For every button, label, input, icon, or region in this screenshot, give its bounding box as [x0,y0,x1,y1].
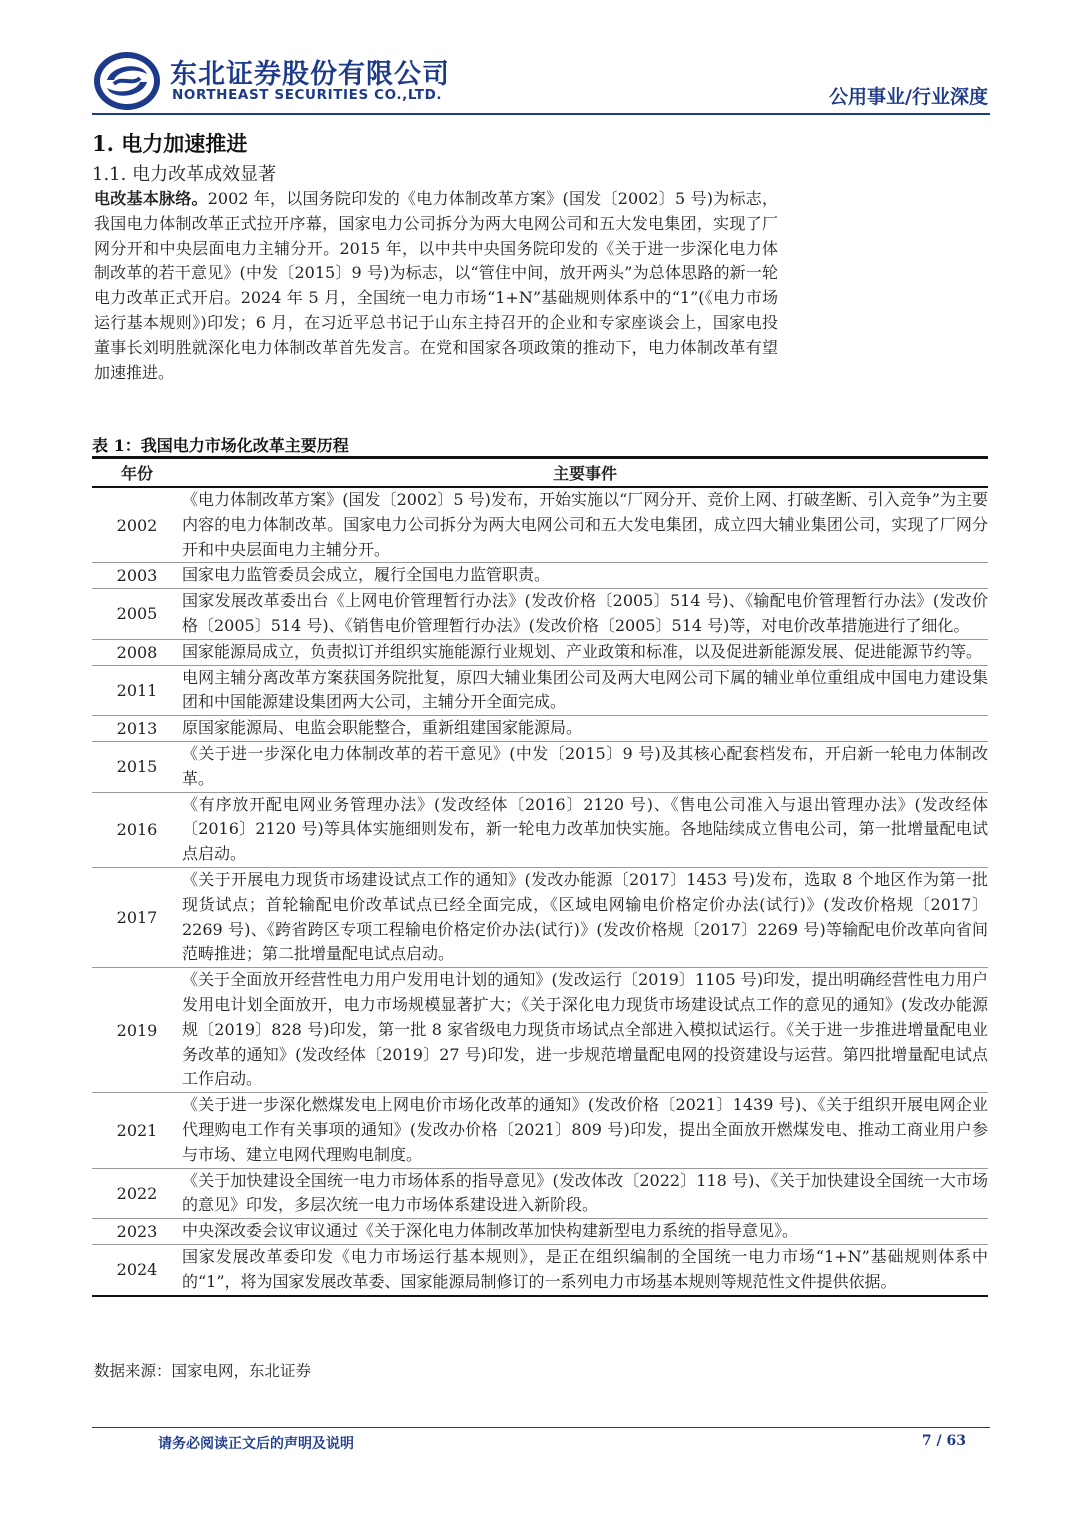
paragraph-lead: 电改基本脉络。 [94,189,208,208]
row-year: 2024 [92,1244,182,1295]
row-event: 《关于开展电力现货市场建设试点工作的通知》(发改办能源〔2017〕1453 号)发布，选取 8 个地区作为第一批现货试点；首轮输配电价改革试点已经全面完成，《区域电网输电价格定价办法(试行)》(发改价格规〔2017〕2269 号)、《跨省跨区专项工程输电价格定价办法(试行)》(发改价格规〔2017〕2269 号)等输配电价改革向省间范畴推进；第二批增量配电试点启动。 [182,867,988,967]
reform-history-table [92,456,988,1297]
row-event: 原国家能源局、电监会职能整合，重新组建国家能源局。 [182,716,988,742]
page-header [92,50,990,114]
table-row [92,563,988,589]
company-logo-icon [92,50,162,112]
paragraph-text: 2002 年，以国务院印发的《电力体制改革方案》(国发〔2002〕5 号)为标志，我国电力体制改革正式拉开序幕，国家电力公司拆分为两大电网公司和五大发电集团，实现了厂网分开和中央层面电力主辅分开。2015 年，以中共中央国务院印发的《关于进一步深化电力体制改革的若干意见》(中发〔2015〕9 号)为标志，以“管住中间，放开两头”为总体思路的新一轮电力改革正式开启。2024 年 5 月，全国统一电力市场“1+N”基础规则体系中的“1”(《电力市场运行基本规则》)印发；6 月，在习近平总书记于山东主持召开的企业和专家座谈会上，国家电投董事长刘明胜就深化电力体制改革首先发言。在党和国家各项政策的推动下，电力体制改革有望加速推进。 [94,189,778,382]
row-event: 国家发展改革委出台《上网电价管理暂行办法》(发改价格〔2005〕514 号)、《输配电价管理暂行办法》(发改价格〔2005〕514 号)、《销售电价管理暂行办法》(发改价格〔2005〕514 号)等，对电价改革措施进行了细化。 [182,589,988,640]
row-year: 2013 [92,716,182,742]
table-row [92,968,988,1093]
table-row [92,1244,988,1295]
page-number: 7 / 63 [921,1433,966,1449]
table-row [92,792,988,867]
row-event: 国家发展改革委印发《电力市场运行基本规则》，是正在组织编制的全国统一电力市场“1+N”基础规则体系中的“1”，将为国家发展改革委、国家能源局制修订的一系列电力市场基本规则等规范性文件提供依据。 [182,1244,988,1295]
company-name-cn: 东北证券股份有限公司 [170,59,450,90]
table-row [92,1219,988,1245]
row-event: 《关于全面放开经营性电力用户发用电计划的通知》(发改运行〔2019〕1105 号)印发，提出明确经营性电力用户发用电计划全面放开，电力市场规模显著扩大；《关于深化电力现货市场建设试点工作的意见的通知》(发改办能源规〔2019〕828 号)印发，第一批 8 家省级电力现货市场试点全部进入模拟试运行。《关于进一步推进增量配电业务改革的通知》(发改经体〔2019〕27 号)印发，进一步规范增量配电网的投资建设与运营。第四批增量配电试点工作启动。 [182,968,988,1093]
row-year: 2002 [92,487,182,563]
subsection-heading: 1.1. 电力改革成效显著 [92,164,277,185]
row-year: 2017 [92,867,182,967]
table-header-row [92,458,988,488]
table-row [92,1093,988,1168]
row-year: 2022 [92,1168,182,1219]
row-event: 《关于进一步深化电力体制改革的若干意见》(中发〔2015〕9 号)及其核心配套档发布，开启新一轮电力体制改革。 [182,741,988,792]
body-paragraph [94,187,778,385]
table-row [92,741,988,792]
table-row [92,716,988,742]
row-year: 2016 [92,792,182,867]
row-event: 《关于进一步深化燃煤发电上网电价市场化改革的通知》(发改价格〔2021〕1439 号)、《关于组织开展电网企业代理购电工作有关事项的通知》(发改办价格〔2021〕809 号)印发，提出全面放开燃煤发电、推动工商业用户参与市场、建立电网代理购电制度。 [182,1093,988,1168]
table-row [92,1168,988,1219]
row-event: 电网主辅分离改革方案获国务院批复，原四大辅业集团公司及两大电网公司下属的辅业单位重组成中国电力建设集团和中国能源建设集团两大公司，主辅分开全面完成。 [182,665,988,716]
row-year: 2008 [92,639,182,665]
row-event: 国家电力监管委员会成立，履行全国电力监管职责。 [182,563,988,589]
row-year: 2015 [92,741,182,792]
row-event: 国家能源局成立，负责拟订并组织实施能源行业规划、产业政策和标准，以及促进新能源发展、促进能源节约等。 [182,639,988,665]
company-name-en: NORTHEAST SECURITIES CO.,LTD. [172,87,443,103]
table-row [92,867,988,967]
table-row [92,665,988,716]
footer-disclaimer: 请务必阅读正文后的声明及说明 [158,1436,354,1452]
row-event: 中央深改委会议审议通过《关于深化电力体制改革加快构建新型电力系统的指导意见》。 [182,1219,988,1245]
header-divider [92,113,990,115]
column-header-year: 年份 [92,458,182,488]
report-category: 公用事业/行业深度 [829,86,988,108]
row-year: 2021 [92,1093,182,1168]
footer-divider [92,1427,990,1428]
section-heading: 1. 电力加速推进 [92,131,248,156]
column-header-event: 主要事件 [182,458,988,488]
table-row [92,639,988,665]
row-event: 《有序放开配电网业务管理办法》(发改经体〔2016〕2120 号)、《售电公司准入与退出管理办法》(发改经体〔2016〕2120 号)等具体实施细则发布，新一轮电力改革加快实施。各地陆续成立售电公司，第一批增量配电试点启动。 [182,792,988,867]
row-year: 2005 [92,589,182,640]
row-year: 2019 [92,968,182,1093]
table-caption: 表 1：我国电力市场化改革主要历程 [92,436,349,455]
row-event: 《关于加快建设全国统一电力市场体系的指导意见》(发改体改〔2022〕118 号)、《关于加快建设全国统一大市场的意见》印发，多层次统一电力市场体系建设进入新阶段。 [182,1168,988,1219]
row-year: 2023 [92,1219,182,1245]
data-source: 数据来源：国家电网，东北证券 [94,1362,312,1380]
table-row [92,487,988,563]
row-year: 2003 [92,563,182,589]
row-year: 2011 [92,665,182,716]
row-event: 《电力体制改革方案》(国发〔2002〕5 号)发布，开始实施以“厂网分开、竞价上网、打破垄断、引入竞争”为主要内容的电力体制改革。国家电力公司拆分为两大电网公司和五大发电集团，成立四大辅业集团公司，实现了厂网分开和中央层面电力主辅分开。 [182,487,988,563]
table-row [92,589,988,640]
